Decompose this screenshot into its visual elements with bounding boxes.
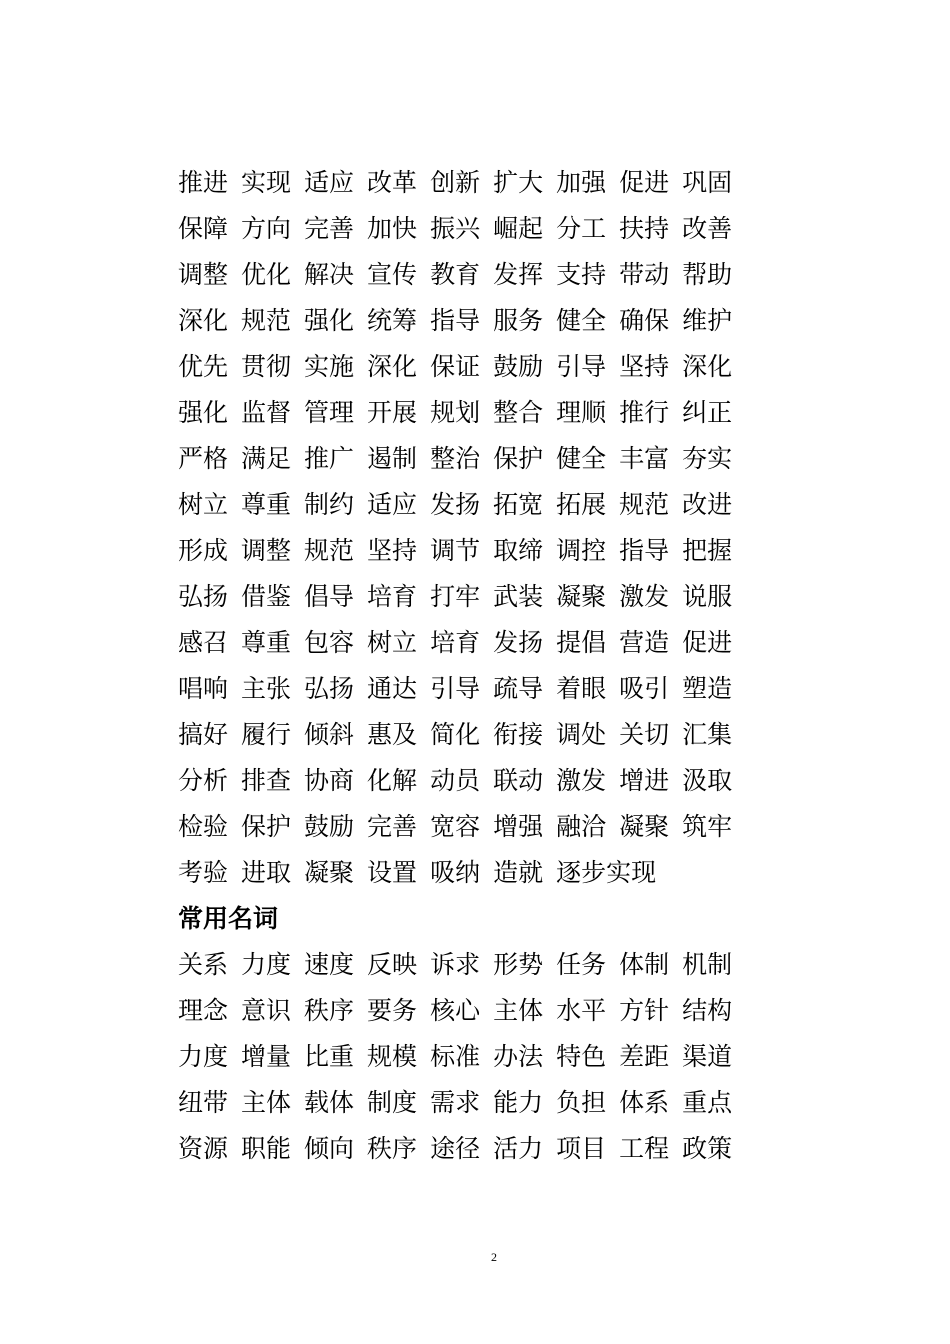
word-item: 制度 — [367, 1088, 418, 1117]
word-item: 管理 — [304, 398, 355, 427]
page-content — [178, 160, 778, 1172]
word-item: 取缔 — [493, 536, 544, 565]
word-item: 扶持 — [619, 214, 670, 243]
word-item: 提倡 — [556, 628, 607, 657]
word-item: 纠正 — [682, 398, 733, 427]
word-item: 实施 — [304, 352, 355, 381]
word-item: 途径 — [430, 1134, 481, 1163]
word-item: 服务 — [493, 306, 544, 335]
word-item: 指导 — [430, 306, 481, 335]
word-item: 秩序 — [304, 996, 355, 1025]
word-item: 坚持 — [367, 536, 418, 565]
word-item: 帮助 — [682, 260, 733, 289]
word-item: 核心 — [430, 996, 481, 1025]
word-row — [178, 528, 778, 574]
word-item: 倾向 — [304, 1134, 355, 1163]
word-item: 坚持 — [619, 352, 670, 381]
word-item: 化解 — [367, 766, 418, 795]
word-item: 开展 — [367, 398, 418, 427]
word-item: 健全 — [556, 444, 607, 473]
word-item: 发扬 — [493, 628, 544, 657]
word-item: 崛起 — [493, 214, 544, 243]
word-item: 优化 — [241, 260, 292, 289]
word-item: 倾斜 — [304, 720, 355, 749]
word-item: 体制 — [619, 950, 670, 979]
word-item: 办法 — [493, 1042, 544, 1071]
word-item: 规划 — [430, 398, 481, 427]
word-row — [178, 988, 778, 1034]
verb-list — [178, 160, 778, 896]
word-item: 差距 — [619, 1042, 670, 1071]
word-item: 确保 — [619, 306, 670, 335]
word-row — [178, 298, 778, 344]
word-item: 教育 — [430, 260, 481, 289]
word-item: 逐步实现 — [556, 858, 657, 887]
section-heading-nouns: 常用名词 — [178, 904, 279, 933]
word-item: 营造 — [619, 628, 670, 657]
word-row — [178, 390, 778, 436]
word-item: 严格 — [178, 444, 229, 473]
word-item: 方针 — [619, 996, 670, 1025]
word-item: 夯实 — [682, 444, 733, 473]
word-item: 发扬 — [430, 490, 481, 519]
word-item: 标准 — [430, 1042, 481, 1071]
word-item: 鼓励 — [304, 812, 355, 841]
word-item: 凝聚 — [619, 812, 670, 841]
word-item: 支持 — [556, 260, 607, 289]
word-item: 说服 — [682, 582, 733, 611]
word-item: 汇集 — [682, 720, 733, 749]
word-item: 遏制 — [367, 444, 418, 473]
word-item: 完善 — [367, 812, 418, 841]
word-item: 简化 — [430, 720, 481, 749]
word-item: 唱响 — [178, 674, 229, 703]
word-item: 搞好 — [178, 720, 229, 749]
word-item: 宣传 — [367, 260, 418, 289]
word-item: 重点 — [682, 1088, 733, 1117]
word-item: 吸引 — [619, 674, 670, 703]
word-row — [178, 1080, 778, 1126]
word-item: 规范 — [241, 306, 292, 335]
word-item: 激发 — [556, 766, 607, 795]
word-item: 推广 — [304, 444, 355, 473]
word-item: 整治 — [430, 444, 481, 473]
word-item: 调整 — [178, 260, 229, 289]
word-item: 深化 — [178, 306, 229, 335]
word-item: 排查 — [241, 766, 292, 795]
word-row — [178, 712, 778, 758]
word-item: 振兴 — [430, 214, 481, 243]
word-item: 形成 — [178, 536, 229, 565]
word-item: 监督 — [241, 398, 292, 427]
word-item: 鼓励 — [493, 352, 544, 381]
word-item: 包容 — [304, 628, 355, 657]
word-item: 整合 — [493, 398, 544, 427]
word-item: 优先 — [178, 352, 229, 381]
word-item: 制约 — [304, 490, 355, 519]
word-item: 吸纳 — [430, 858, 481, 887]
word-item: 政策 — [682, 1134, 733, 1163]
word-item: 速度 — [304, 950, 355, 979]
word-item: 保证 — [430, 352, 481, 381]
word-item: 衔接 — [493, 720, 544, 749]
word-item: 保护 — [241, 812, 292, 841]
word-item: 工程 — [619, 1134, 670, 1163]
word-row — [178, 942, 778, 988]
word-item: 主张 — [241, 674, 292, 703]
word-item: 反映 — [367, 950, 418, 979]
word-item: 机制 — [682, 950, 733, 979]
word-item: 纽带 — [178, 1088, 229, 1117]
word-item: 保障 — [178, 214, 229, 243]
word-item: 结构 — [682, 996, 733, 1025]
word-item: 维护 — [682, 306, 733, 335]
word-item: 调处 — [556, 720, 607, 749]
word-item: 把握 — [682, 536, 733, 565]
word-item: 拓宽 — [493, 490, 544, 519]
word-item: 强化 — [304, 306, 355, 335]
word-item: 发挥 — [493, 260, 544, 289]
word-item: 满足 — [241, 444, 292, 473]
word-item: 培育 — [367, 582, 418, 611]
word-item: 疏导 — [493, 674, 544, 703]
word-item: 汲取 — [682, 766, 733, 795]
word-item: 渠道 — [682, 1042, 733, 1071]
word-item: 要务 — [367, 996, 418, 1025]
word-item: 统筹 — [367, 306, 418, 335]
word-item: 设置 — [367, 858, 418, 887]
word-item: 健全 — [556, 306, 607, 335]
word-item: 增进 — [619, 766, 670, 795]
word-row — [178, 620, 778, 666]
word-item: 资源 — [178, 1134, 229, 1163]
word-item: 关系 — [178, 950, 229, 979]
word-item: 诉求 — [430, 950, 481, 979]
word-item: 职能 — [241, 1134, 292, 1163]
word-item: 改善 — [682, 214, 733, 243]
word-item: 增量 — [241, 1042, 292, 1071]
noun-list — [178, 942, 778, 1172]
word-item: 实现 — [241, 168, 292, 197]
word-row — [178, 574, 778, 620]
word-item: 体系 — [619, 1088, 670, 1117]
word-item: 项目 — [556, 1134, 607, 1163]
word-item: 调控 — [556, 536, 607, 565]
word-item: 规范 — [304, 536, 355, 565]
word-item: 促进 — [682, 628, 733, 657]
word-item: 规模 — [367, 1042, 418, 1071]
word-item: 协商 — [304, 766, 355, 795]
word-item: 意识 — [241, 996, 292, 1025]
word-item: 活力 — [493, 1134, 544, 1163]
word-row — [178, 206, 778, 252]
word-item: 保护 — [493, 444, 544, 473]
word-item: 带动 — [619, 260, 670, 289]
word-item: 考验 — [178, 858, 229, 887]
word-item: 引导 — [556, 352, 607, 381]
word-item: 造就 — [493, 858, 544, 887]
word-item: 融洽 — [556, 812, 607, 841]
word-item: 水平 — [556, 996, 607, 1025]
word-item: 惠及 — [367, 720, 418, 749]
word-item: 打牢 — [430, 582, 481, 611]
word-item: 完善 — [304, 214, 355, 243]
word-item: 尊重 — [241, 628, 292, 657]
word-item: 适应 — [304, 168, 355, 197]
word-row — [178, 758, 778, 804]
word-item: 贯彻 — [241, 352, 292, 381]
word-item: 分工 — [556, 214, 607, 243]
word-item: 凝聚 — [556, 582, 607, 611]
word-row — [178, 1126, 778, 1172]
word-item: 通达 — [367, 674, 418, 703]
word-item: 载体 — [304, 1088, 355, 1117]
word-row — [178, 666, 778, 712]
word-item: 扩大 — [493, 168, 544, 197]
word-item: 调整 — [241, 536, 292, 565]
word-item: 弘扬 — [178, 582, 229, 611]
word-item: 强化 — [178, 398, 229, 427]
word-item: 形势 — [493, 950, 544, 979]
word-item: 改进 — [682, 490, 733, 519]
word-item: 倡导 — [304, 582, 355, 611]
word-item: 分析 — [178, 766, 229, 795]
word-row — [178, 160, 778, 206]
word-item: 动员 — [430, 766, 481, 795]
word-row — [178, 344, 778, 390]
word-item: 负担 — [556, 1088, 607, 1117]
word-item: 关切 — [619, 720, 670, 749]
word-item: 尊重 — [241, 490, 292, 519]
word-item: 推行 — [619, 398, 670, 427]
word-item: 理顺 — [556, 398, 607, 427]
word-item: 感召 — [178, 628, 229, 657]
word-item: 力度 — [241, 950, 292, 979]
word-row — [178, 804, 778, 850]
word-item: 深化 — [682, 352, 733, 381]
word-item: 增强 — [493, 812, 544, 841]
word-item: 巩固 — [682, 168, 733, 197]
word-item: 加强 — [556, 168, 607, 197]
word-item: 促进 — [619, 168, 670, 197]
word-item: 需求 — [430, 1088, 481, 1117]
word-row — [178, 1034, 778, 1080]
word-item: 筑牢 — [682, 812, 733, 841]
word-item: 秩序 — [367, 1134, 418, 1163]
word-item: 解决 — [304, 260, 355, 289]
word-item: 任务 — [556, 950, 607, 979]
word-item: 方向 — [241, 214, 292, 243]
word-item: 调节 — [430, 536, 481, 565]
word-item: 主体 — [241, 1088, 292, 1117]
word-item: 武装 — [493, 582, 544, 611]
word-item: 主体 — [493, 996, 544, 1025]
word-row — [178, 252, 778, 298]
word-item: 改革 — [367, 168, 418, 197]
word-item: 激发 — [619, 582, 670, 611]
word-item: 规范 — [619, 490, 670, 519]
word-item: 创新 — [430, 168, 481, 197]
word-item: 借鉴 — [241, 582, 292, 611]
word-item: 丰富 — [619, 444, 670, 473]
word-item: 树立 — [178, 490, 229, 519]
page-number: 2 — [491, 1250, 497, 1264]
word-item: 指导 — [619, 536, 670, 565]
word-item: 拓展 — [556, 490, 607, 519]
word-item: 培育 — [430, 628, 481, 657]
word-item: 树立 — [367, 628, 418, 657]
word-item: 特色 — [556, 1042, 607, 1071]
word-item: 检验 — [178, 812, 229, 841]
word-item: 凝聚 — [304, 858, 355, 887]
word-item: 理念 — [178, 996, 229, 1025]
word-item: 加快 — [367, 214, 418, 243]
word-item: 深化 — [367, 352, 418, 381]
word-item: 能力 — [493, 1088, 544, 1117]
word-item: 宽容 — [430, 812, 481, 841]
word-item: 力度 — [178, 1042, 229, 1071]
word-item: 推进 — [178, 168, 229, 197]
word-row — [178, 482, 778, 528]
word-item: 着眼 — [556, 674, 607, 703]
word-row — [178, 436, 778, 482]
word-item: 比重 — [304, 1042, 355, 1071]
word-row — [178, 850, 778, 896]
word-item: 适应 — [367, 490, 418, 519]
word-item: 弘扬 — [304, 674, 355, 703]
word-item: 塑造 — [682, 674, 733, 703]
word-item: 履行 — [241, 720, 292, 749]
word-item: 引导 — [430, 674, 481, 703]
word-item: 联动 — [493, 766, 544, 795]
word-item: 进取 — [241, 858, 292, 887]
